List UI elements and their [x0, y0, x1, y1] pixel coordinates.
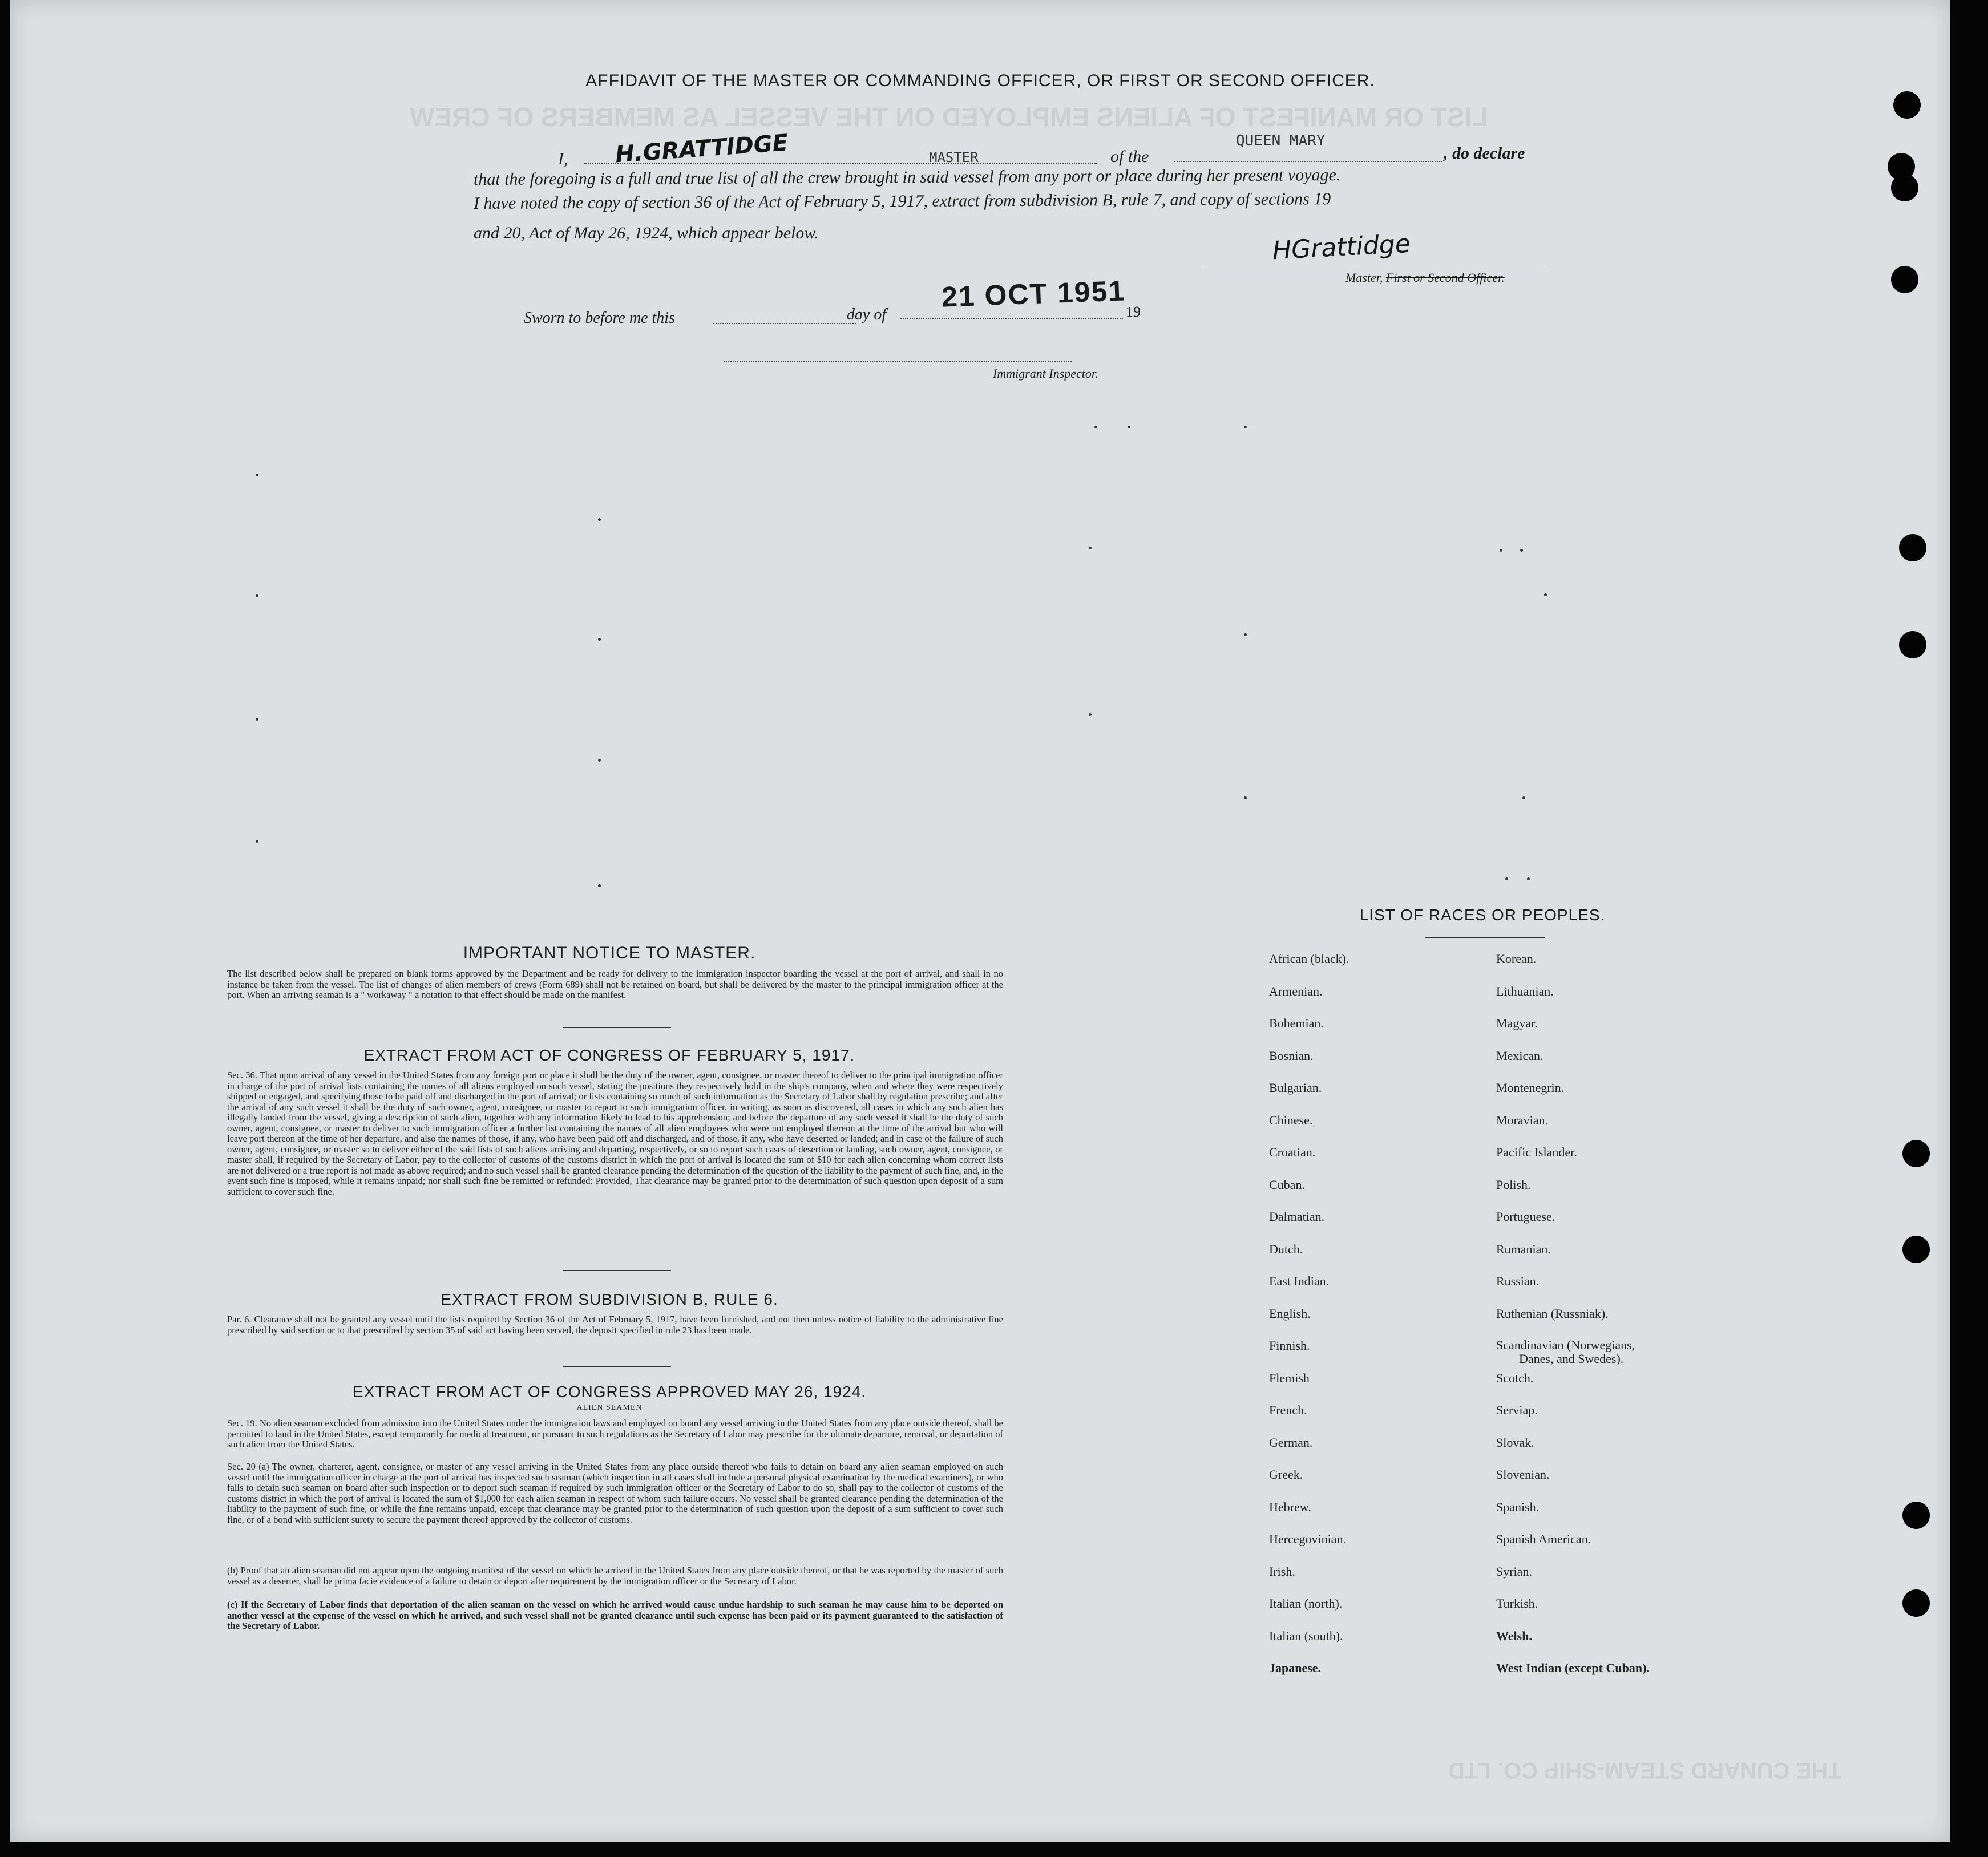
bleed-dot	[1094, 426, 1097, 428]
punch-hole	[1902, 1236, 1930, 1263]
extract-1924-sec20b: (b) Proof that an alien seaman did not appear upon the outgoing manifest of the vessel on which he arrived in the United States from any place outside thereof, or that he was reported by the master of such vessel as a deserter, shall be prima facie evidence of a failure to detain or deport after requirement by the immigration officer or the Secretary of Labor.	[227, 1565, 1003, 1587]
bleed-dot	[256, 718, 258, 721]
bleed-dot	[1244, 633, 1247, 636]
extract-1917-body: Sec. 36. That upon arrival of any vessel in the United States from any foreign port or place it shall be the duty of the owner, agent, consignee, or master thereof to deliver to the principal immigration officer in charge of the port of arrival lists containing the names of all aliens employed on such vessel, stating the positions they respectively hold in the ship's company, when and where they were respectively shipped or engaged, and specifying those to be paid off and discharged in the port of arrival; or lists containing so much of such information as the Secretary of Labor shall by regulation prescribe; and after the arrival of any such vessel it shall be the duty of such owner, agent, consignee, or master to report to such immigration officer, in writing, as soon as discovered, all cases in which any such alien has illegally landed from the vessel, giving a description of such alien, together with any information likely to lead to his apprehension; and before the departure of any such vessel it shall be the duty of such owner, agent, consignee, or master to deliver to such immigration officer a further list containing the names of all alien employees who were not employed thereon at the time of the arrival but who will leave port thereon at the time of her departure, and also the names of those, if any, who have been paid off and discharged, and of those, if any, who have deserted or landed; and in case of the failure of such owner, agent, consignee, or master so to deliver either of the said lists of such aliens arriving and departing, respectively, or so to report such cases of desertion or landing, such owner, agent, consignee, or master shall, if required by the Secretary of Labor, pay to the collector of customs of the customs district in which the port of arrival is located the sum of $10 for each alien concerning whom correct lists are not delivered or a true report is not made as above required; and no such vessel shall be granted clearance pending the determination of the question of the liability to the payment of such fine, and, in the event such fine is imposed, while it remains unpaid; nor shall such fine be remitted or refunded: Provided, That clearance may be granted prior to the determination of such question upon deposit of a sum sufficient to cover such fine.	[227, 1070, 1003, 1197]
race-item-scandinavian	[1496, 1338, 1650, 1371]
bleed-dot	[256, 474, 258, 476]
bleed-dot	[1505, 877, 1508, 880]
master-name-handwritten: H.GRATTIDGE	[614, 130, 789, 168]
bleed-dot	[598, 518, 601, 521]
signer-caption-master: Master,	[1345, 270, 1383, 285]
affidavit-of-the: of the	[1110, 147, 1149, 166]
sworn-label: Sworn to before me this	[524, 309, 675, 327]
extract-1917-title: EXTRACT FROM ACT OF CONGRESS OF FEBRUARY 5, 1917.	[363, 1046, 855, 1064]
race-item-label: Scandinavian (Norwegians,	[1496, 1338, 1635, 1352]
race-item: Mexican.	[1496, 1048, 1543, 1063]
race-item: Spanish American.	[1496, 1532, 1591, 1546]
race-item-continuation: Danes, and Swedes).	[1519, 1352, 1624, 1366]
sworn-year-prefix: 19	[1126, 304, 1141, 320]
race-item: Slovenian.	[1496, 1467, 1550, 1482]
race-item: Turkish.	[1496, 1596, 1538, 1611]
race-item: East Indian.	[1269, 1274, 1330, 1288]
affidavit-line-3: I have noted the copy of section 36 of the Act of February 5, 1917, extract from subdivision B, rule 7, and copy of sections 19	[473, 189, 1331, 213]
bleed-through-stamp: THE CUNARD STEAM-SHIP CO. LTD	[1448, 1758, 1842, 1783]
race-item: Ruthenian (Russniak).	[1496, 1306, 1609, 1321]
race-item: German.	[1269, 1435, 1313, 1450]
bleed-dot	[1244, 426, 1247, 428]
race-item: Bosnian.	[1269, 1048, 1314, 1063]
race-item: African (black).	[1269, 952, 1349, 966]
subdivision-b-body: Par. 6. Clearance shall not be granted any vessel until the lists required by Section 36 of the Act of February 5, 1917, have been furnished, and not then unless notice of liability to the administrative fine prescribed by said section or to that prescribed by section 35 of said act having been served, the deposit specified in rule 23 has been made.	[227, 1314, 1003, 1336]
race-item: Welsh.	[1496, 1628, 1532, 1643]
bleed-dot	[1089, 547, 1092, 549]
extract-1924-sec20c: (c) If the Secretary of Labor finds that deportation of the alien seaman on the vessel on which he arrived would cause undue hardship to such seaman he may cause him to be deported on another vessel at the expense of the vessel on which he arrived, and such vessel shall not be granted clearance until such expense has been paid or its payment guaranteed to the satisfaction of the Secretary of Labor.	[227, 1599, 1003, 1631]
race-item: Greek.	[1269, 1467, 1303, 1482]
affidavit-i-label: I,	[558, 149, 568, 168]
bleed-dot	[1500, 549, 1502, 552]
punch-hole	[1899, 534, 1926, 561]
bleed-dot	[256, 594, 258, 597]
race-item: Dutch.	[1269, 1241, 1303, 1256]
subdivision-b-rule	[563, 1366, 671, 1367]
punch-hole	[1902, 1589, 1930, 1617]
bleed-dot	[1527, 877, 1530, 880]
race-item: Magyar.	[1496, 1016, 1538, 1030]
punch-hole	[1899, 631, 1926, 658]
race-item: Hebrew.	[1269, 1499, 1311, 1514]
bleed-dot	[256, 840, 258, 843]
race-item: Bulgarian.	[1269, 1081, 1322, 1095]
race-item: West Indian (except Cuban).	[1496, 1661, 1650, 1675]
inspector-caption: Immigrant Inspector.	[993, 366, 1098, 381]
vessel-line	[1174, 161, 1442, 162]
race-item: Flemish	[1269, 1370, 1310, 1385]
race-item: Lithuanian.	[1496, 984, 1554, 998]
bleed-dot	[598, 638, 601, 641]
subdivision-b-title: EXTRACT FROM SUBDIVISION B, RULE 6.	[441, 1290, 778, 1308]
extract-1924-subtitle: ALIEN SEAMEN	[576, 1403, 643, 1412]
race-item: Pacific Islander.	[1496, 1145, 1577, 1159]
race-item: Irish.	[1269, 1564, 1295, 1579]
bleed-dot	[598, 759, 601, 762]
extract-1924-sec20a: Sec. 20 (a) The owner, charterer, agent, consignee, or master of any vessel arriving in the United States from any place outside thereof who fails to detain on board any alien seaman employed on such vessel until the immigration officer in charge at the port of arrival has inspected such seaman (which inspection in all cases shall include a personal physical examination by the medical examiners), or who fails to detain such seaman on board after such inspection or to deport such seaman if required by such immigration officer or the Secretary of Labor to do so, shall pay to the collector of customs of the customs district in which the port of arrival is located the sum of $1,000 for each alien seaman in respect of whom such failure occurs. No vessel shall be granted clearance pending the determination of the liability to the payment of such fine, or while the fine remains unpaid, except that clearance may be granted prior to the determination of such question upon the deposit of a sum sufficient to cover such fine, or of a bond with sufficient surety to secure the payment thereof approved by the collector of customs.	[227, 1461, 1003, 1525]
bleed-dot	[1244, 796, 1247, 799]
extract-1924-title: EXTRACT FROM ACT OF CONGRESS APPROVED MAY 26, 1924.	[352, 1383, 867, 1401]
race-item: Korean.	[1496, 952, 1537, 966]
races-title: LIST OF RACES OR PEOPLES.	[1359, 906, 1606, 924]
affidavit-title: AFFIDAVIT OF THE MASTER OR COMMANDING OFFICER, OR FIRST OR SECOND OFFICER.	[585, 71, 1375, 90]
race-item: Finnish.	[1269, 1338, 1310, 1353]
bleed-dot	[1522, 796, 1525, 799]
race-item: Croatian.	[1269, 1145, 1316, 1159]
race-item: Italian (south).	[1269, 1628, 1343, 1643]
races-right-column	[1496, 952, 1650, 1693]
race-item: English.	[1269, 1306, 1311, 1321]
race-item: French.	[1269, 1403, 1307, 1417]
rank-typed: MASTER	[929, 149, 979, 165]
bleed-dot	[598, 884, 601, 887]
race-item: Japanese.	[1269, 1661, 1322, 1675]
race-item: Scotch.	[1496, 1370, 1534, 1385]
affidavit-line-2: that the foregoing is a full and true list of all the crew brought in said vessel from any port or place during her present voyage.	[473, 165, 1341, 189]
race-item: Portuguese.	[1496, 1209, 1555, 1224]
master-signature: HGrattidge	[1271, 229, 1412, 266]
race-item: Serviap.	[1496, 1403, 1538, 1417]
race-item: Dalmatian.	[1269, 1209, 1325, 1224]
bleed-dot	[1520, 549, 1523, 552]
document-sheet	[10, 0, 1950, 1842]
race-item: Syrian.	[1496, 1564, 1532, 1579]
notice-body: The list described below shall be prepared on blank forms approved by the Department and be ready for delivery to the immigration inspector boarding the vessel at the port of arrival, and shall in no instance be taken from the vessel. The list of changes of alien members of crews (Form 689) shall not be retained on board, but shall be delivered by the master to the principal immigration officer at the port. When an arriving seaman is a " workaway " a notation to that effect should be made on the manifest.	[227, 968, 1003, 1000]
race-item: Armenian.	[1269, 984, 1323, 998]
punch-hole	[1902, 1502, 1930, 1529]
punch-hole	[1902, 1140, 1930, 1167]
sworn-day-of: day of	[847, 306, 887, 323]
inspector-line	[724, 361, 1072, 362]
race-item: Slovak.	[1496, 1435, 1534, 1450]
race-item: Bohemian.	[1269, 1016, 1324, 1030]
affidavit-line-4: and 20, Act of May 26, 1924, which appear below.	[474, 224, 819, 242]
vessel-name-typed: QUEEN MARY	[1236, 132, 1326, 149]
race-item: Cuban.	[1269, 1177, 1305, 1192]
race-item: Moravian.	[1496, 1112, 1549, 1127]
punch-hole	[1891, 266, 1918, 293]
date-stamp: 21 OCT 1951	[941, 274, 1126, 313]
races-rule	[1425, 937, 1545, 938]
extract-1917-rule	[563, 1270, 671, 1271]
sworn-month-line	[900, 318, 1123, 319]
sworn-day-line	[713, 323, 856, 324]
races-left-column	[1269, 952, 1349, 1693]
signer-caption	[1345, 270, 1505, 285]
race-item: Italian (north).	[1269, 1596, 1343, 1611]
race-item: Spanish.	[1496, 1499, 1540, 1514]
notice-rule	[563, 1027, 671, 1028]
signer-caption-struck: First or Second Officer.	[1385, 270, 1505, 285]
race-item: Polish.	[1496, 1177, 1531, 1192]
affidavit-do-declare: , do declare	[1444, 144, 1525, 163]
bleed-dot	[1089, 713, 1092, 716]
extract-1924-sec19: Sec. 19. No alien seaman excluded from admission into the United States under the immigration laws and employed on board any vessel arriving in the United States from any place outside thereof, shall be permitted to land in the United States, except temporarily for medical treatment, or pursuant to such regulations as the Secretary of Labor may prescribe for the ultimate departure, removal, or deportation of such alien from the United States.	[227, 1418, 1003, 1450]
bleed-dot	[1544, 593, 1547, 596]
race-item: Hercegovinian.	[1269, 1532, 1346, 1546]
notice-title: IMPORTANT NOTICE TO MASTER.	[463, 944, 756, 962]
race-item: Rumanian.	[1496, 1241, 1551, 1256]
punch-hole	[1891, 174, 1918, 201]
race-item: Russian.	[1496, 1274, 1540, 1288]
punch-hole	[1893, 91, 1921, 119]
race-item: Montenegrin.	[1496, 1081, 1565, 1095]
bleed-dot	[1128, 426, 1130, 428]
race-item: Chinese.	[1269, 1112, 1313, 1127]
bleed-through-heading: LIST OR MANIFEST OF ALIENS EMPLOYED ON THE VESSEL AS MEMBERS OF CREW	[410, 102, 1488, 132]
